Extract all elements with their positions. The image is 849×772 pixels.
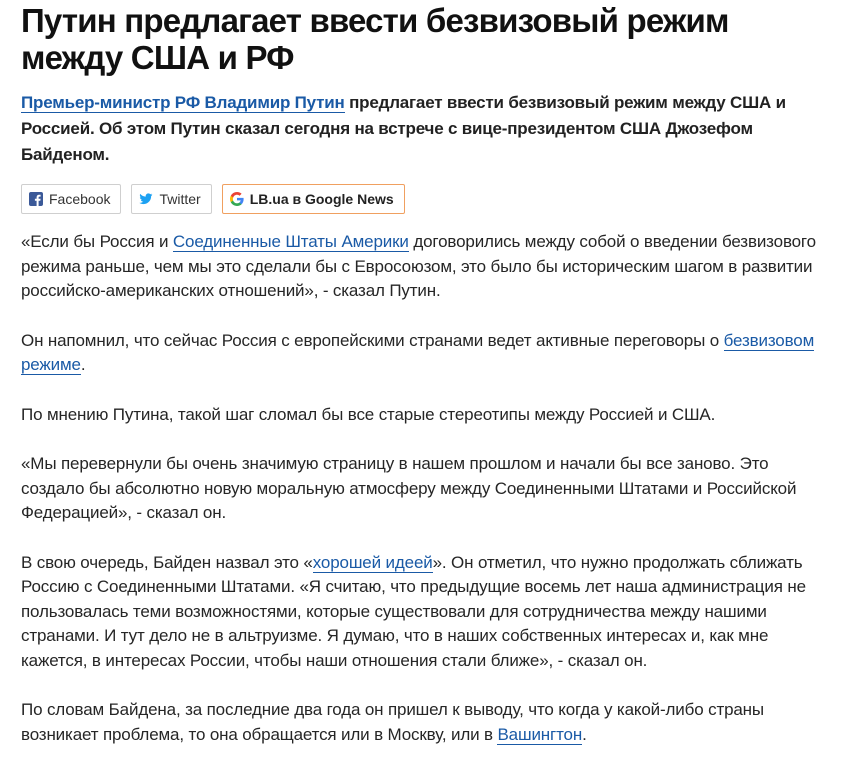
paragraph-text: По словам Байдена, за последние два года он пришел к выводу, что когда у какой-либо страны возникает проблема, то она обращается или в Москву, или в xyxy=(21,700,764,744)
twitter-label: Twitter xyxy=(159,191,201,207)
paragraph-text: В свою очередь, Байден назвал это « xyxy=(21,552,313,572)
paragraph-text: «Если бы Россия и xyxy=(21,232,173,251)
facebook-icon xyxy=(29,192,43,206)
google-news-label: LB.ua в Google News xyxy=(249,191,394,207)
google-icon xyxy=(230,192,244,206)
paragraph-3: По мнению Путина, такой шаг сломал бы все старые стереотипы между Россией и США. xyxy=(21,404,716,424)
paragraph-text: ». Он отметил, что нужно продолжать сближать Россию с Соединенными Штатами. «Я считаю, что предыдущие восемь лет наша администрация не пользовалась теми возможностями, которые существовали для сотрудничества между нашими странами. И тут дело не в альтруизме. Я думаю, что в наших собственных интересах и, как мне кажется, в интересах России, чтобы наши отношения стали ближе», - сказал он. xyxy=(21,552,806,670)
facebook-label: Facebook xyxy=(49,191,111,207)
article-title: Путин предлагает ввести безвизовый режим между США и РФ xyxy=(21,2,729,76)
twitter-share-button[interactable] xyxy=(131,184,211,214)
link-washington[interactable]: Вашингтон xyxy=(497,724,583,744)
link-good-idea[interactable]: хорошей идеей xyxy=(312,552,433,572)
paragraph-1 xyxy=(21,230,821,304)
paragraph-text: . xyxy=(582,724,587,744)
article-lead xyxy=(21,90,821,168)
paragraph-4: «Мы перевернули бы очень значимую страницу в нашем прошлом и начали бы все заново. Это создало бы абсолютно новую моральную атмосферу между Соединенными Штатами и Российской Федерацией», - сказал он. xyxy=(21,454,797,522)
paragraph-2 xyxy=(21,329,821,378)
google-news-button[interactable] xyxy=(222,184,405,214)
paragraph-text: Он напомнил, что сейчас Россия с европейскими странами ведет активные переговоры о xyxy=(21,330,724,350)
paragraph-6 xyxy=(21,698,821,747)
paragraph-text: . xyxy=(80,355,86,374)
link-visa-free[interactable]: безвизовом режиме xyxy=(21,330,815,374)
paragraph-5 xyxy=(21,551,821,674)
lead-text: предлагает ввести безвизовый режим между США и Россией. Об этом Путин сказал сегодня на встрече с вице-президентом США Джозефом Байденом. xyxy=(21,93,786,164)
share-bar xyxy=(21,184,821,214)
link-usa[interactable]: Соединенные Штаты Америки xyxy=(172,232,409,251)
paragraph-text: договорились между собой о введении безвизового режима раньше, чем мы это сделали бы с Евросоюзом, это было бы историческим шагом в развитии российско-американских отношений», - сказал Путин. xyxy=(21,232,816,300)
facebook-share-button[interactable] xyxy=(21,184,121,214)
article-body xyxy=(21,230,821,747)
twitter-icon xyxy=(139,192,153,206)
lead-link-putin[interactable]: Премьер-министр РФ Владимир Путин xyxy=(21,93,345,112)
